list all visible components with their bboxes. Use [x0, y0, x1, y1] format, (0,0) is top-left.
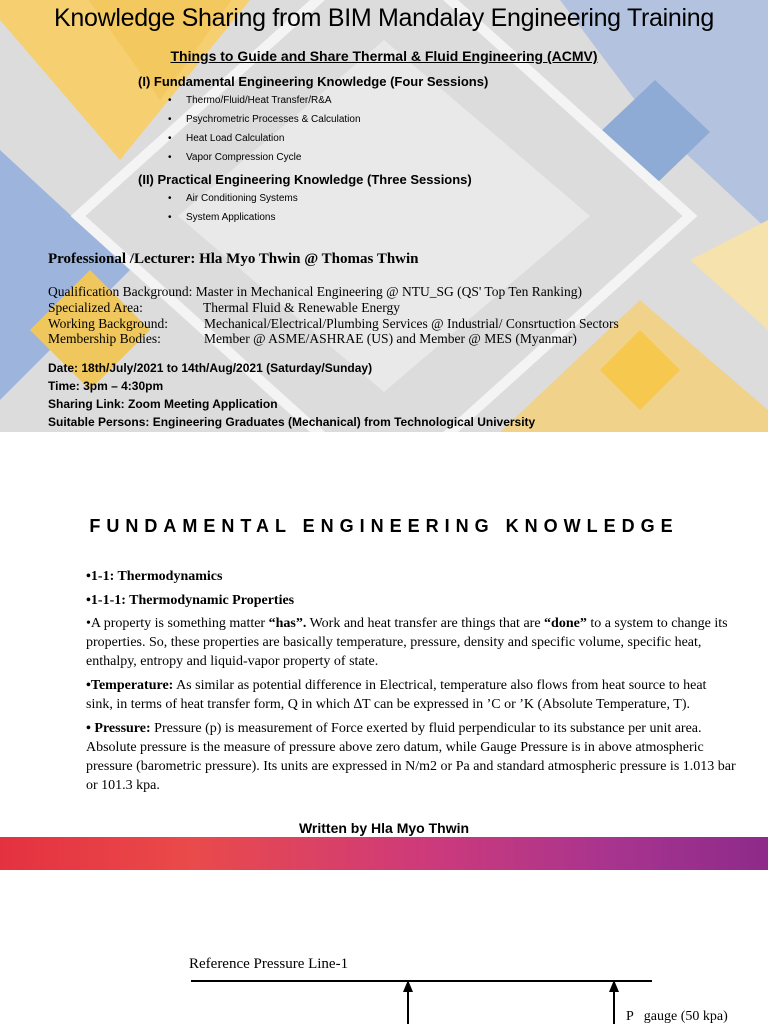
section2-heading: (II) Practical Engineering Knowledge (Three Sessions): [138, 172, 472, 187]
qualification-value: Member @ ASME/ASHRAE (US) and Member @ MES (Myanmar): [204, 331, 577, 346]
slide-title: Knowledge Sharing from BIM Mandalay Engineering Training: [54, 4, 714, 32]
emphasis-has: “has”.: [268, 616, 307, 631]
qualification-label: Specialized Area:: [48, 300, 143, 315]
text-run: Pressure (p) is measurement of Force exerted by fluid perpendicular to its substance per unit area. Absolute pressure is the measure of pressure above zero datum, while Gauge Pressure is in above atmospheric pressure (barometric pressure). Its units are expressed in N/m2 or Pa and standard atmospheric pressure is 1.013 bar or 101.3 kpa.: [86, 721, 736, 793]
event-date: Date: 18th/July/2021 to 14th/Aug/2021 (Saturday/Sunday): [48, 361, 373, 375]
sharing-link: Sharing Link: Zoom Meeting Application: [48, 397, 278, 411]
title-slide: [0, 0, 768, 432]
qualification-value: Mechanical/Electrical/Plumbing Services @ Industrial/ Consrtuction Sectors: [204, 316, 619, 331]
list-item: • Air Conditioning Systems: [168, 192, 298, 211]
qualification-label: Working Background:: [48, 316, 169, 331]
content-slide: [0, 432, 768, 870]
paragraph-property: [86, 614, 736, 671]
author-credit: Written by Hla Myo Thwin: [298, 820, 470, 836]
section1-list: [168, 94, 361, 170]
gauge-pressure-label: P gauge (50 kpa): [626, 1009, 728, 1024]
section2-list: [168, 192, 298, 230]
qualification-label: Membership Bodies:: [48, 331, 161, 346]
text-run: •A property is something matter: [86, 616, 269, 631]
diagram-slide: [0, 870, 768, 1024]
section-heading: FUNDAMENTAL ENGINEERING KNOWLEDGE: [89, 516, 679, 536]
lecturer-name: Professional /Lecturer: Hla Myo Thwin @ Thomas Thwin: [48, 251, 419, 267]
text-run: As similar as potential difference in Electrical, temperature also flows from heat source to heat sink, in terms of heat transfer form, Q in which ∆T can be expressed in ’C or ’K (Absolute Temperature, T).: [86, 678, 707, 712]
suitable-persons: Suitable Persons: Engineering Graduates (Mechanical) from Technological University: [48, 415, 536, 429]
list-item: • System Applications: [168, 211, 298, 230]
event-time: Time: 3pm – 4:30pm: [48, 379, 164, 393]
list-item: • Psychrometric Processes & Calculation: [168, 113, 361, 132]
paragraph-pressure: [86, 719, 736, 795]
list-item: • Thermo/Fluid/Heat Transfer/R&A: [168, 94, 361, 113]
pressure-label: • Pressure:: [86, 721, 151, 736]
list-item: • Vapor Compression Cycle: [168, 151, 361, 170]
section1-heading: (I) Fundamental Engineering Knowledge (Four Sessions): [138, 74, 489, 89]
subheading-thermodynamics: •1-1: Thermodynamics: [86, 569, 223, 584]
reference-line-label: Reference Pressure Line-1: [189, 956, 349, 972]
qualification-value: Master in Mechanical Engineering @ NTU_SG (QS' Top Ten Ranking): [195, 284, 582, 299]
temperature-label: •Temperature:: [86, 678, 174, 693]
list-item: • Heat Load Calculation: [168, 132, 361, 151]
paragraph-temperature: [86, 676, 736, 714]
slide-subtitle: Things to Guide and Share Thermal & Fluid Engineering (ACMV): [170, 48, 598, 64]
pressure-diagram: [0, 870, 768, 1024]
gradient-footer-band: [0, 837, 768, 870]
subheading-properties: •1-1-1: Thermodynamic Properties: [86, 593, 295, 608]
qualification-label: Qualification Background:: [48, 284, 193, 299]
qualification-value: Thermal Fluid & Renewable Energy: [203, 300, 400, 315]
text-run: to a system to change its properties. So, these properties are basically temperature, pressure, density and specific volume, specific heat, enthalpy, entropy and liquid-vapor property of state.: [86, 616, 728, 669]
qualification-row: [48, 284, 582, 300]
text-run: Work and heat transfer are things that are: [306, 616, 545, 631]
emphasis-done: “done”: [544, 616, 587, 631]
